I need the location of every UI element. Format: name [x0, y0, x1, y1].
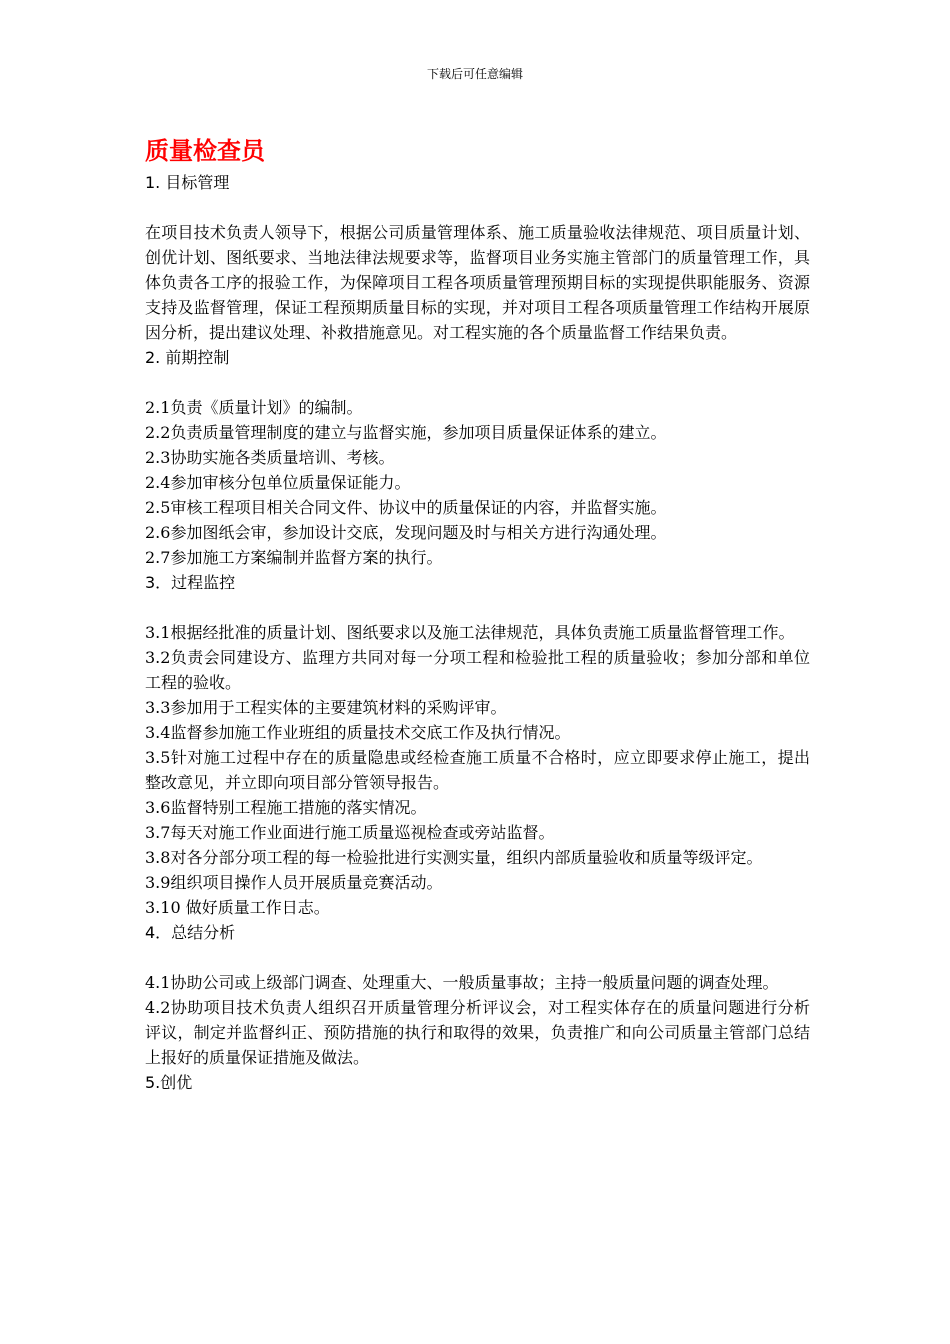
list-item: 3.4监督参加施工作业班组的质量技术交底工作及执行情况。 [145, 723, 571, 742]
list-item: 3.10 做好质量工作日志。 [145, 898, 330, 917]
section-heading: 1. 目标管理 [145, 173, 230, 192]
list-item: 4.1协助公司或上级部门调查、处理重大、一般质量事故；主持一般质量问题的调查处理。 [145, 973, 779, 992]
list-item: 3.6监督特别工程施工措施的落实情况。 [145, 798, 427, 817]
section-heading: 3．过程监控 [145, 573, 236, 592]
list-item: 2.6参加图纸会审，参加设计交底，发现问题及时与相关方进行沟通处理。 [145, 523, 667, 542]
list-item: 2.2负责质量管理制度的建立与监督实施，参加项目质量保证体系的建立。 [145, 423, 667, 442]
list-item: 3.1根据经批准的质量计划、图纸要求以及施工法律规范，具体负责施工质量监督管理工作。 [145, 623, 795, 642]
section-heading: 2. 前期控制 [145, 348, 230, 367]
section-heading: 5.创优 [145, 1073, 193, 1092]
section-goal-management [145, 170, 810, 345]
list-item: 4.2协助项目技术负责人组织召开质量管理分析评议会，对工程实体存在的质量问题进行分析评议，制定并监督纠正、预防措施的执行和取得的效果，负责推广和向公司质量主管部门总结上报好的质量保证措施及做法。 [145, 998, 810, 1067]
list-item: 3.7每天对施工作业面进行施工质量巡视检查或旁站监督。 [145, 823, 555, 842]
document-title: 质量检查员 [145, 137, 265, 165]
section-summary-analysis [145, 920, 810, 1070]
section-excellence [145, 1070, 810, 1095]
section-paragraph: 在项目技术负责人领导下，根据公司质量管理体系、施工质量验收法律规范、项目质量计划、创优计划、图纸要求、当地法律法规要求等，监督项目业务实施主管部门的质量管理工作，具体负责各工序的报验工作，为保障项目工程各项质量管理预期目标的实现提供职能服务、资源支持及监督管理，保证工程预期质量目标的实现，并对项目工程各项质量管理工作结构开展原因分析，提出建议处理、补救措施意见。对工程实施的各个质量监督工作结果负责。 [145, 223, 810, 342]
list-item: 2.7参加施工方案编制并监督方案的执行。 [145, 548, 443, 567]
page-header-note: 下载后可任意编辑 [426, 67, 523, 81]
list-item: 2.5审核工程项目相关合同文件、协议中的质量保证的内容，并监督实施。 [145, 498, 667, 517]
section-process-monitoring [145, 570, 810, 920]
list-item: 2.3协助实施各类质量培训、考核。 [145, 448, 395, 467]
list-item: 3.3参加用于工程实体的主要建筑材料的采购评审。 [145, 698, 507, 717]
list-item: 3.8对各分部分项工程的每一检验批进行实测实量，组织内部质量验收和质量等级评定。 [145, 848, 763, 867]
list-item: 3.5针对施工过程中存在的质量隐患或经检查施工质量不合格时，应立即要求停止施工，提出整改意见，并立即向项目部分管领导报告。 [145, 748, 810, 792]
section-early-control [145, 345, 810, 570]
list-item: 2.1负责《质量计划》的编制。 [145, 398, 363, 417]
document-body [145, 132, 810, 1120]
list-item: 3.2负责会同建设方、监理方共同对每一分项工程和检验批工程的质量验收；参加分部和单位工程的验收。 [145, 648, 810, 692]
list-item: 2.4参加审核分包单位质量保证能力。 [145, 473, 411, 492]
list-item: 3.9组织项目操作人员开展质量竞赛活动。 [145, 873, 443, 892]
section-heading: 4．总结分析 [145, 923, 236, 942]
